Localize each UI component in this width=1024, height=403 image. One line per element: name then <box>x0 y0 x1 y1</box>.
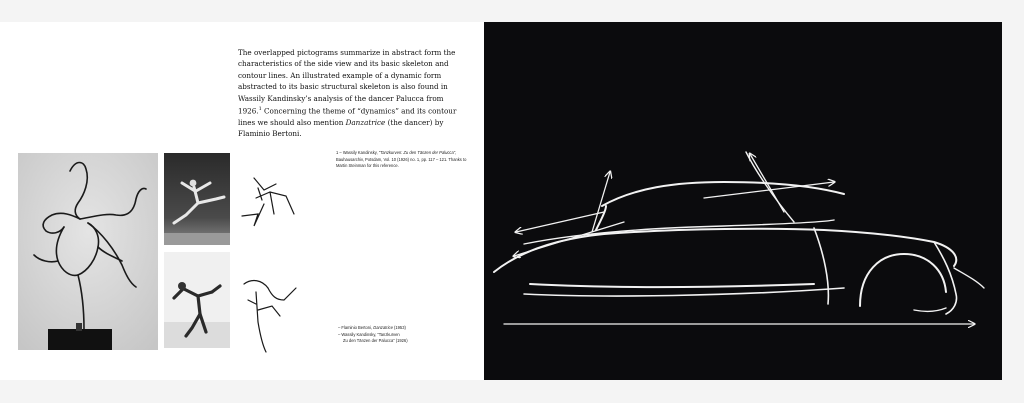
caption-line-2: – Wassily Kandinsky, “Tanzkurven <box>338 331 400 337</box>
footnote-lead: 1 – Wassily Kandinsky, <box>336 150 379 155</box>
caption-line-3: Zu den Tänzen der Palucca” (1926) <box>343 338 408 344</box>
caption-1-rest: (1953) <box>392 325 406 330</box>
sill-line <box>524 288 844 296</box>
wheel-arch <box>860 254 946 306</box>
kandinsky-sketch-bottom <box>236 270 302 360</box>
front-arrow-upper <box>516 212 604 232</box>
body-text-part3: (the dancer) by Flaminio Bertoni. <box>238 117 444 139</box>
body-text-italic-title: Danzatrice <box>345 117 386 127</box>
car-contour-drawing <box>484 22 1002 380</box>
windshield-arrow <box>592 172 610 232</box>
dancer-photo-top <box>164 153 230 245</box>
sculpture-photo <box>18 153 158 350</box>
a-pillar <box>596 206 606 230</box>
dancer-leap-image <box>164 153 230 245</box>
rear-bumper <box>914 308 946 311</box>
caption-1-title: Danzatrice <box>373 325 393 330</box>
body-paragraph <box>238 47 460 140</box>
body-text-part1: The overlapped pictograms summarize in abstract form the characteristics of the side view and its basic skeleton and contour lines. An illustrated example of a dynamic form abstracted to its basic structural skeleton is also found in Wassily Kandinsky’s analysis of the dancer Palucca from 1926. <box>238 48 456 116</box>
belt-line <box>524 220 834 244</box>
dance-curve-sketch-2 <box>236 270 302 360</box>
footnote-title: “Tanzkurven: Zu den Tänzen der Palucca” <box>378 150 456 155</box>
image-captions <box>338 325 478 345</box>
front-arrow-lower <box>514 222 624 256</box>
body-text-part2: Concerning the theme of “dynamics” and its contour lines we should also mention <box>238 106 457 127</box>
lower-body-line <box>530 284 814 287</box>
tail-fin <box>954 268 984 288</box>
footnote-marker: 1 <box>258 106 262 113</box>
door-line <box>814 228 828 304</box>
left-page <box>0 22 484 380</box>
body-top-contour <box>494 229 956 272</box>
caption-1-lead: – Flaminio Bertoni, <box>338 325 374 330</box>
footnote-rest: , Bauhausarchiv, Potsdam, Vol. 10 (1926) no. 1, pp. 117 – 121. Thanks to Martin Steinman for this reference. <box>336 150 467 169</box>
footnote <box>336 150 471 170</box>
caption-line-1 <box>338 325 478 332</box>
kandinsky-sketch-top <box>236 170 302 240</box>
dancer-bend-image <box>164 252 230 348</box>
dancer-photo-bottom <box>164 252 230 348</box>
right-page <box>484 22 1002 380</box>
roof-arrow <box>704 182 834 198</box>
sculpture-drawing <box>18 153 158 350</box>
dance-curve-sketch-1 <box>236 170 302 240</box>
